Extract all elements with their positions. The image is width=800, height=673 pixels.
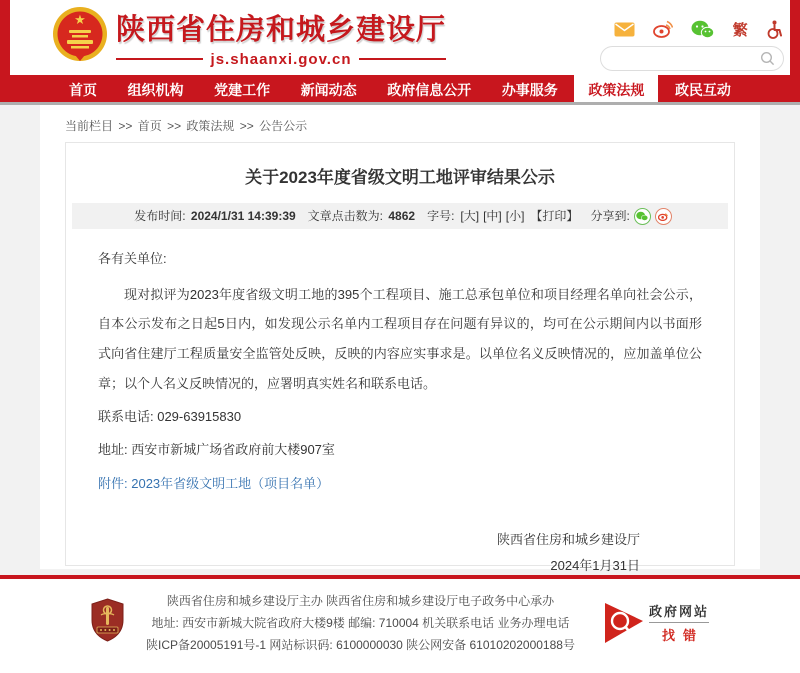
accessibility-icon[interactable] <box>766 20 782 39</box>
weibo-icon[interactable] <box>653 20 673 38</box>
site-url: js.shaanxi.gov.cn <box>210 50 352 68</box>
contact-address: 地址: 西安市新城广场省政府前大楼907室 <box>98 442 335 458</box>
footer-line-organizer: 陕西省住房和城乡建设厅主办 陕西省住房和城乡建设厅电子政务中心承办 <box>166 593 555 608</box>
announcement-paragraph: 现对拟评为2023年度省级文明工地的395个工程项目、施工总承包单位和项目经理名单向社会公示，自本公示发布之日起5日内，如发现公示名单内工程项目存在问题有异议的，均可在公示期间内以书面形式向省住建厅工程质量安全监管处反映，反映的内容应实事求是。以单位名义反映情况的，应加盖单位公章；以个人名义反映情况的，应署明真实姓名和联系电话。 <box>98 286 702 392</box>
site-header <box>0 0 800 75</box>
svg-text:★: ★ <box>74 12 86 27</box>
search-input[interactable] <box>613 52 760 66</box>
url-rule-right <box>359 58 446 60</box>
signature-block <box>98 527 702 575</box>
error-badge-top-label: 政府网站 <box>649 601 709 623</box>
main-nav <box>0 75 800 105</box>
traditional-chinese-icon[interactable]: 繁 <box>732 22 748 39</box>
share-wechat-icon[interactable] <box>634 208 651 225</box>
breadcrumb-policies[interactable]: 政策法规 <box>186 119 235 133</box>
breadcrumb-separator: >> <box>167 119 182 133</box>
font-size-medium-button[interactable]: [中] <box>483 209 502 223</box>
site-title: 陕西省住房和城乡建设厅 <box>116 13 447 46</box>
salutation: 各有关单位: <box>98 251 167 266</box>
footer-line-address: 地址: 西安市新城大院省政府大楼9楼 邮编: 710004 机关联系电话 业务办理电话 <box>151 615 570 630</box>
url-rule-left <box>116 58 203 60</box>
footer-inner <box>91 590 709 656</box>
attachment-label: 附件: <box>98 475 132 491</box>
share-weibo-icon[interactable] <box>655 208 672 225</box>
nav-item-policies-active[interactable]: 政策法规 <box>574 75 658 102</box>
header-tools <box>600 18 790 71</box>
nav-item-gov-info[interactable]: 政府信息公开 <box>387 82 472 98</box>
search-icon[interactable] <box>760 51 775 66</box>
footer-text <box>146 590 575 656</box>
article-meta-bar <box>72 203 728 229</box>
nav-item-services[interactable]: 办事服务 <box>501 82 558 98</box>
brand-text <box>116 7 446 68</box>
article-body <box>66 229 734 575</box>
site-brand[interactable] <box>52 6 446 68</box>
nav-item-party-building[interactable]: 党建工作 <box>214 82 271 98</box>
font-size-label: 字号: <box>427 209 455 223</box>
site-footer <box>0 579 800 666</box>
error-report-magnifier-icon <box>603 601 645 645</box>
party-gov-shield-badge-icon[interactable] <box>91 598 124 647</box>
breadcrumb-label: 当前栏目 <box>65 119 117 133</box>
header-right-red-strip <box>790 0 800 75</box>
nav-item-news[interactable]: 新闻动态 <box>300 82 357 98</box>
article-title: 关于2023年度省级文明工地评审结果公示 <box>245 168 555 187</box>
breadcrumb-home[interactable]: 首页 <box>137 119 162 133</box>
hit-count: 文章点击数为: 4862 <box>307 209 416 223</box>
error-report-badge[interactable] <box>603 601 709 645</box>
breadcrumb-separator: >> <box>239 119 254 133</box>
search-box <box>600 46 784 71</box>
breadcrumb <box>40 105 760 142</box>
attachment-link[interactable]: 2023年省级文明工地（项目名单） <box>131 475 330 491</box>
font-size-large-button[interactable]: [大] <box>460 209 480 223</box>
nav-item-interaction[interactable]: 政民互动 <box>674 82 731 98</box>
error-badge-bottom-label: 找错 <box>661 628 704 643</box>
contact-phone: 联系电话: 029-63915830 <box>98 409 242 425</box>
attachment-line <box>98 468 702 499</box>
article-box <box>65 142 735 573</box>
publish-time: 发布时间: 2024/1/31 14:39:39 <box>134 209 296 223</box>
national-emblem-icon <box>52 6 108 68</box>
main-area <box>0 105 800 575</box>
quick-icons <box>600 18 790 40</box>
nav-item-home[interactable]: 首页 <box>69 82 97 98</box>
print-button[interactable]: 【打印】 <box>530 209 579 223</box>
nav-item-organization[interactable]: 组织机构 <box>127 82 184 98</box>
footer-line-icp: 陕ICP备20005191号-1 网站标识码: 6100000030 陕公网安备 61010202000188号 <box>146 637 575 652</box>
breadcrumb-announcements[interactable]: 公告公示 <box>259 119 308 133</box>
content-card <box>40 105 760 573</box>
share-label: 分享到: <box>590 209 630 223</box>
header-left-red-strip <box>0 0 10 75</box>
error-badge-text <box>649 601 709 644</box>
mail-icon[interactable] <box>614 22 635 37</box>
site-url-row <box>116 51 446 68</box>
breadcrumb-separator: >> <box>118 119 133 133</box>
signature-date: 2024年1月31日 <box>550 557 640 573</box>
wechat-icon[interactable] <box>691 20 714 38</box>
font-size-small-button[interactable]: [小] <box>505 209 525 223</box>
signature-org: 陕西省住房和城乡建设厅 <box>496 531 640 547</box>
